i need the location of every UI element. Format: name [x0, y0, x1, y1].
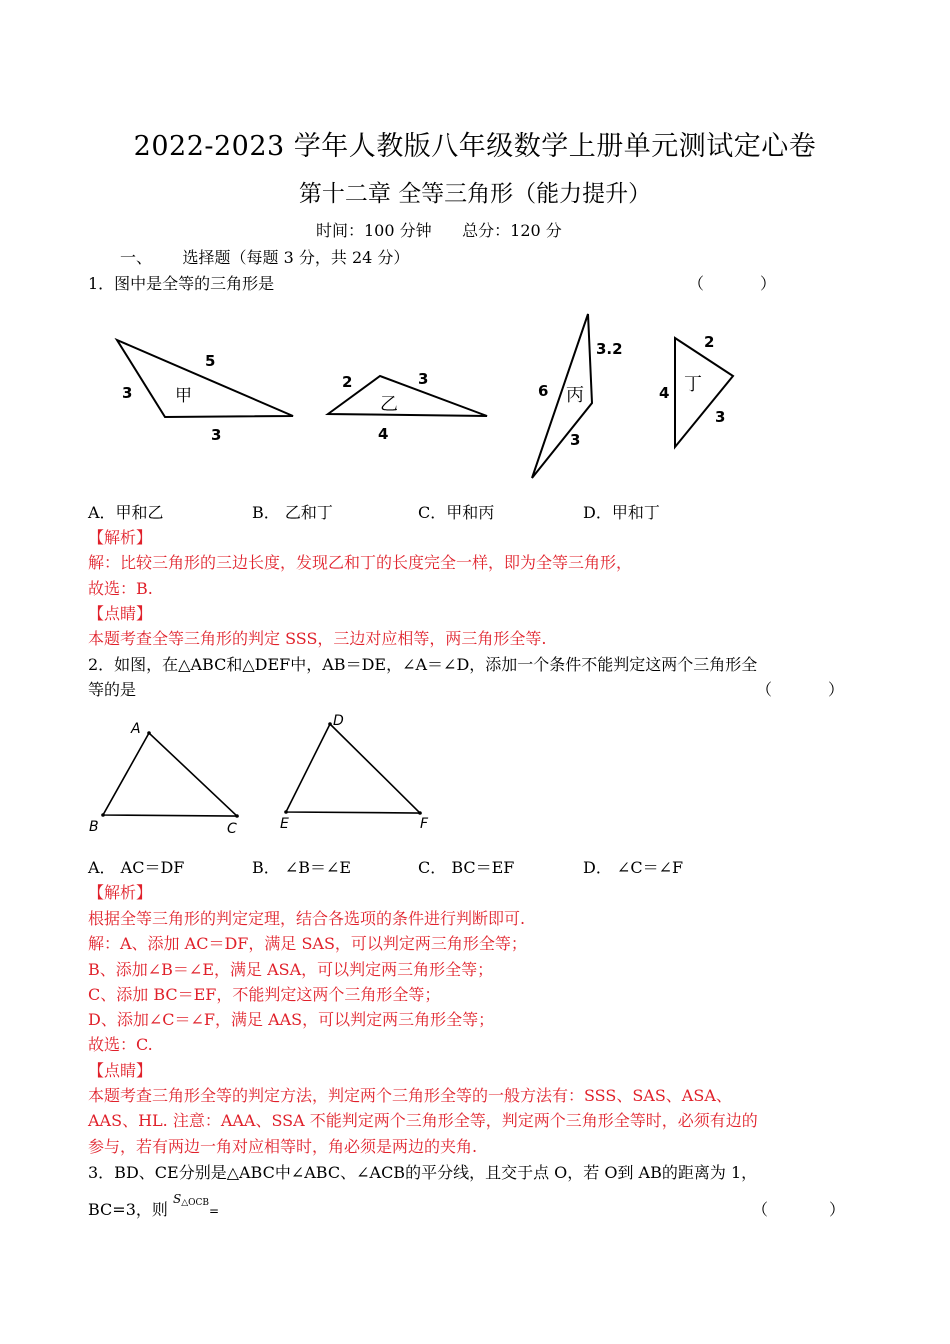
- q2-analysis-line-3: B、添加∠B＝∠E，满足 ASA，可以判定两三角形全等；: [88, 960, 494, 979]
- vertex-c: C: [227, 821, 237, 837]
- q1-option-a: A．甲和乙: [88, 503, 164, 522]
- triangle-yi: [328, 370, 487, 443]
- q2-stem-line-2: 等的是: [88, 680, 137, 699]
- section-heading: 一、 选择题（每题 3 分，共 24 分）: [120, 248, 410, 267]
- q2-comment-line-3: 参与，若有两边一角对应相等时，角必须是两边的夹角.: [88, 1137, 478, 1156]
- q3-stem-line-1: 3．BD、CE分别是△ABC中∠ABC、∠ACB的平分线，且交于点 O，若 O到 AB的距离为 1，: [88, 1163, 758, 1182]
- q3-equals: =: [209, 1204, 220, 1218]
- q1-analysis-line-2: 故选：B.: [88, 579, 153, 598]
- q3-stem-line-2: [88, 1192, 220, 1220]
- q1-analysis-line-1: 解：比较三角形的三边长度，发现乙和丁的长度完全一样，即为全等三角形，: [88, 553, 633, 572]
- q1-comment-label: 【点睛】: [88, 604, 153, 623]
- ding-side-4: 4: [659, 384, 670, 402]
- triangle-abc: [89, 721, 239, 837]
- q3-answer-paren: （ ）: [752, 1200, 846, 1219]
- q2-analysis-line-6: 故选：C.: [88, 1035, 153, 1054]
- q1-option-b: B． 乙和丁: [252, 503, 333, 522]
- q1-answer-paren: （ ）: [688, 274, 776, 293]
- q1-comment-line-1: 本题考查全等三角形的判定 SSS，三边对应相等，两三角形全等.: [88, 629, 547, 648]
- bing-side-3: 3: [570, 431, 581, 449]
- q2-option-c: C． BC＝EF: [418, 858, 515, 877]
- q2-analysis-line-4: C、添加 BC＝EF，不能判定这两个三角形全等；: [88, 985, 441, 1004]
- vertex-a: A: [131, 721, 141, 737]
- q2-comment-line-2: AAS、HL. 注意：AAA、SSA 不能判定两个三角形全等，判定两个三角形全等时，必须有边的: [88, 1111, 758, 1130]
- q3-area-symbol: S: [172, 1192, 182, 1206]
- q2-answer-paren: （ ）: [756, 680, 844, 699]
- vertex-d: D: [333, 713, 344, 729]
- q2-option-a: A． AC＝DF: [88, 858, 185, 877]
- q2-stem-line-1: 2．如图，在△ABC和△DEF中，AB＝DE，∠A＝∠D，添加一个条件不能判定这两个三角形全: [88, 655, 758, 674]
- ding-side-2: 2: [704, 333, 715, 351]
- q3-area-subscript: △OCB: [181, 1198, 210, 1208]
- yi-side-3: 3: [418, 370, 429, 388]
- bing-side-6: 6: [538, 382, 549, 400]
- q1-option-d: D．甲和丁: [583, 503, 660, 522]
- triangle-def: [280, 713, 429, 832]
- q2-comment-line-1: 本题考查三角形全等的判定方法，判定两个三角形全等的一般方法有：SSS、SAS、ASA、: [88, 1086, 732, 1105]
- q2-option-b: B． ∠B＝∠E: [252, 858, 352, 877]
- document-title: 2022-2023 学年人教版八年级数学上册单元测试定心卷: [133, 131, 817, 162]
- yi-side-2: 2: [342, 373, 353, 391]
- exam-meta: 时间：100 分钟 总分：120 分: [316, 221, 562, 240]
- q2-figure: [0, 705, 950, 845]
- vertex-f: F: [420, 816, 429, 832]
- q1-figure: [0, 300, 950, 490]
- bing-side-3.2: 3.2: [596, 340, 623, 358]
- jia-side-5: 5: [205, 352, 216, 370]
- q2-option-d: D． ∠C＝∠F: [583, 858, 684, 877]
- yi-label: 乙: [380, 394, 398, 415]
- yi-side-4: 4: [378, 425, 389, 443]
- ding-label: 丁: [684, 374, 702, 395]
- q2-analysis-line-1: 根据全等三角形的判定定理，结合各选项的条件进行判断即可.: [88, 909, 526, 928]
- q2-analysis-line-5: D、添加∠C＝∠F，满足 AAS，可以判定两三角形全等；: [88, 1010, 495, 1029]
- q2-analysis-line-2: 解：A、添加 AC＝DF，满足 SAS，可以判定两三角形全等；: [88, 934, 527, 953]
- triangle-bing: [532, 314, 623, 478]
- vertex-b: B: [89, 819, 99, 835]
- jia-label: 甲: [175, 386, 192, 406]
- q3-stem-text: BC=3，则: [88, 1200, 168, 1219]
- triangle-jia: [117, 340, 293, 444]
- document-subtitle: 第十二章 全等三角形（能力提升）: [298, 181, 652, 207]
- ding-side-3: 3: [715, 408, 726, 426]
- q1-option-c: C．甲和丙: [418, 503, 495, 522]
- vertex-e: E: [280, 816, 289, 832]
- q2-comment-label: 【点睛】: [88, 1061, 153, 1080]
- jia-side-3b: 3: [211, 426, 222, 444]
- q1-stem: 1．图中是全等的三角形是: [88, 274, 275, 293]
- q1-analysis-label: 【解析】: [88, 528, 153, 547]
- q2-analysis-label: 【解析】: [88, 883, 153, 902]
- jia-side-3a: 3: [122, 384, 133, 402]
- bing-label: 丙: [566, 385, 584, 406]
- triangle-ding: [659, 333, 733, 447]
